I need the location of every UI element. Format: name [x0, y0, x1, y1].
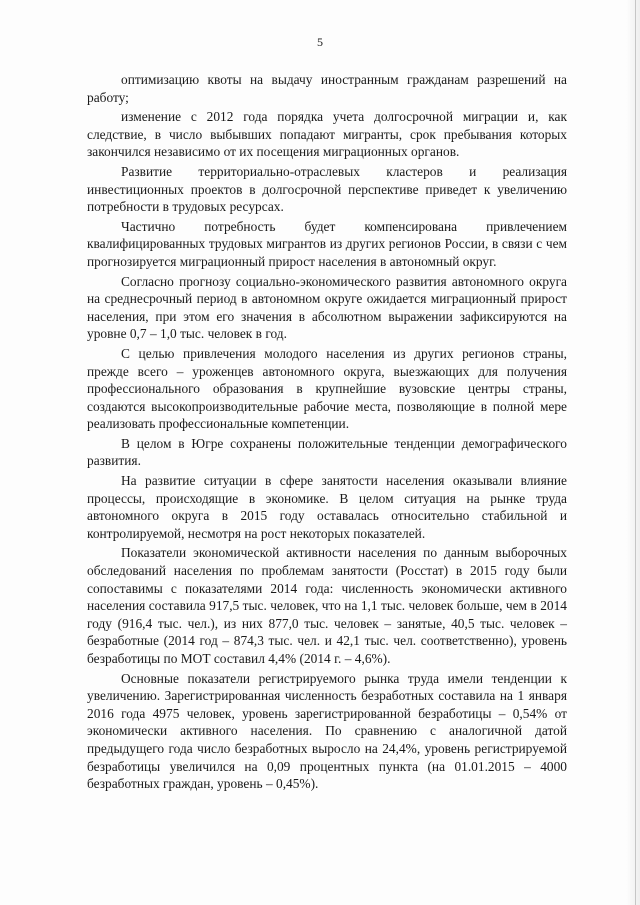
page-number: 5 — [317, 35, 323, 49]
paragraph-migration-accounting: изменение с 2012 года порядка учета долгосрочной миграции и, как следствие, в число выбывших попадают мигранты, срок пребывания которых закончился независимо от их посещения миграционных органов. — [87, 109, 567, 160]
paragraph-quota: оптимизацию квоты на выдачу иностранным гражданам разрешений на работу; — [87, 72, 567, 105]
paragraph-clusters: Развитие территориально-отраслевых кластеров и реализация инвестиционных проектов в долгосрочной перспективе приведет к увеличению потребности в трудовых ресурсах. — [87, 163, 567, 215]
paragraph-labor-migrants: Частично потребность будет компенсирована привлечением квалифицированных трудовых мигрантов из других регионов России, в связи с чем прогнозируется миграционный прирост населения в автономный округ. — [87, 218, 567, 269]
scan-edge-shadow — [626, 0, 640, 905]
scan-edge-line — [635, 0, 636, 905]
paragraph-employment-situation: На развитие ситуации в сфере занятости населения оказывали влияние процессы, происходящие в экономике. В целом ситуация на рынке труда автономного округа в 2015 году оставалась относительно стабильной и контролируемой, несмотря на рост некоторых показателей. — [87, 473, 567, 541]
paragraph-economic-activity: Показатели экономической активности населения по данным выборочных обследований населения по проблемам занятости (Росстат) в 2015 году были сопоставимы с показателями 2014 года: численность экономически активного населения составила 917,5 тыс. человек, что на 1,1 тыс. человек больше, чем в 2014 году (916,4 тыс. чел.), из них 877,0 тыс. человек – занятые, 40,5 тыс. человек – безработные (2014 год – 874,3 тыс. чел. и 42,1 тыс. чел. соответственно), уровень безработицы по МОТ составил 4,4% (2014 г. – 4,6%). — [87, 545, 567, 666]
paragraph-registered-unemployment: Основные показатели регистрируемого рынка труда имели тенденции к увеличению. Зарегистрированная численность безработных составила на 1 января 2016 года 4975 человек, уровень зарегистрированной безработицы – 0,54% от экономически активного населения. По сравнению с аналогичной датой предыдущего года число безработных выросло на 24,4%, уровень регистрируемой безработицы увеличился на 0,09 процентных пункта (на 01.01.2015 – 4000 безработных граждан, уровень – 0,45%). — [87, 670, 567, 792]
paragraph-forecast: Согласно прогнозу социально-экономического развития автономного округа на среднесрочный период в автономном округе ожидается миграционный прирост населения, при этом его значения в абсолютном выражении зафиксируются на уровне 0,7 – 1,0 тыс. человек в год. — [87, 273, 567, 342]
paragraph-demographic-trends: В целом в Югре сохранены положительные тенденции демографического развития. — [87, 435, 567, 469]
paragraph-young-population: С целью привлечения молодого населения из других регионов страны, прежде всего – уроженцев автономного округа, выезжающих для получения профессионального образования в крупнейшие вузовские центры страны, создаются высокопроизводительные рабочие места, позволяющие в полной мере реализовать профессиональные компетенции. — [87, 345, 567, 432]
document-body — [87, 71, 567, 795]
